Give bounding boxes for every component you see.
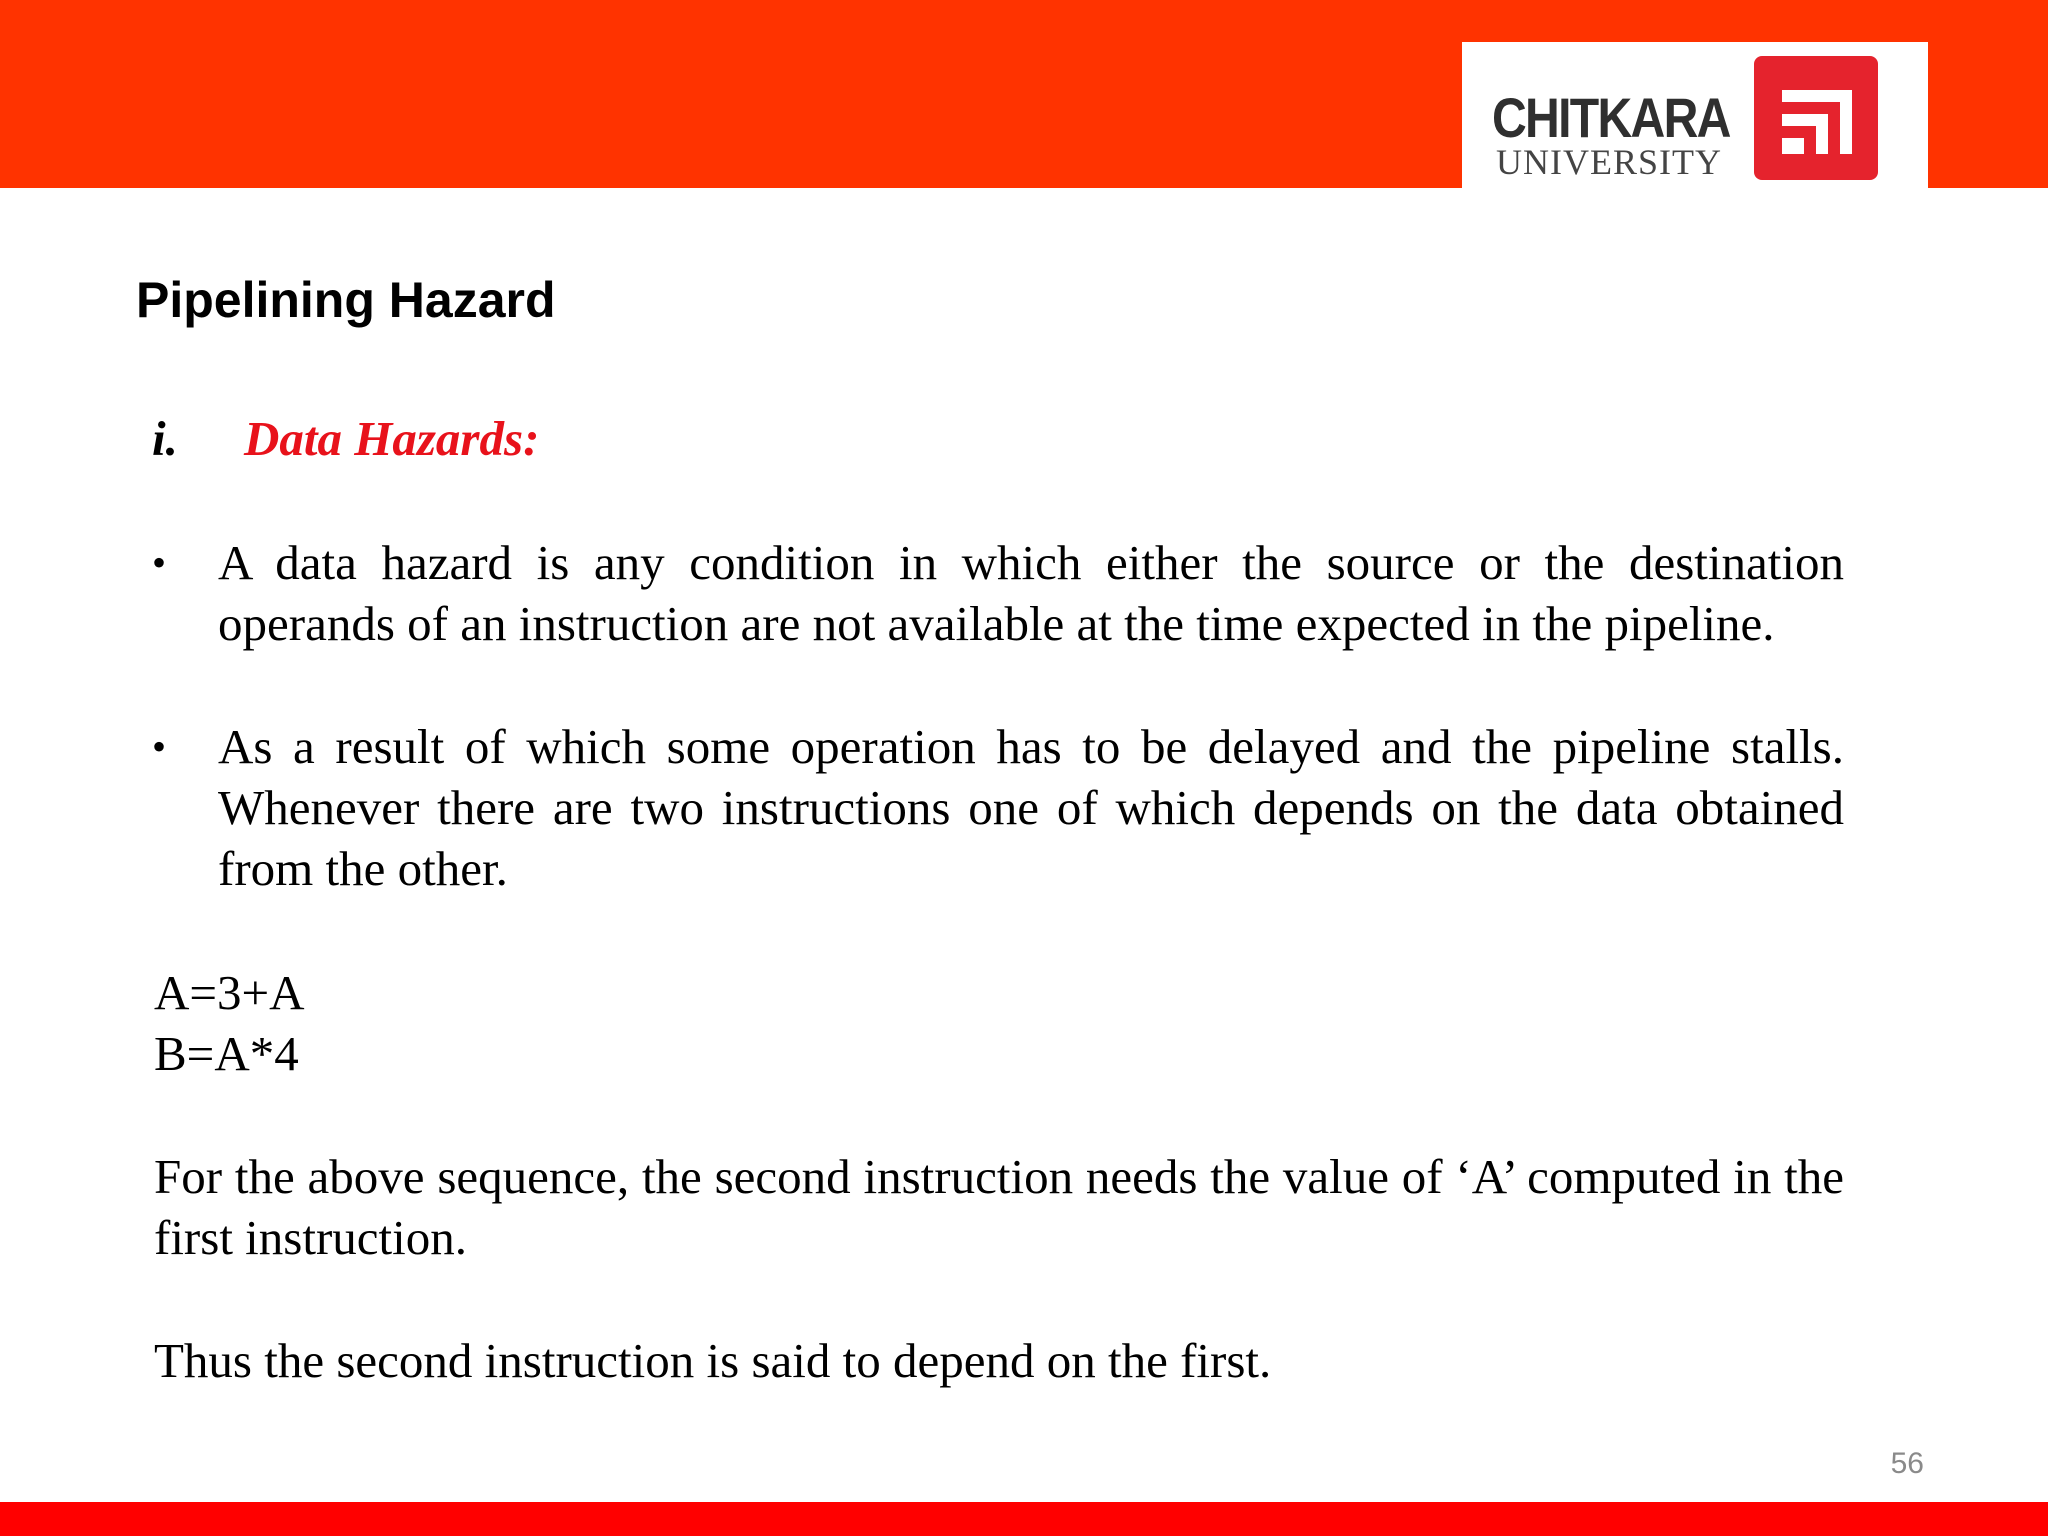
paragraph: Thus the second instruction is said to depend on the first. [154, 1333, 1272, 1388]
bullet-item: A data hazard is any condition in which either the source or the destination operands of an instruction are not available at the time expected in the pipeline. [218, 535, 1844, 651]
university-logo [1462, 42, 1928, 188]
slide-title: Pipelining Hazard [136, 272, 556, 328]
paragraph: For the above sequence, the second instruction needs the value of ‘A’ computed in the first instruction. [154, 1149, 1844, 1265]
logo-subtitle: UNIVERSITY [1496, 142, 1722, 182]
code-line: A=3+A [154, 965, 305, 1020]
page-number: 56 [1890, 1447, 1924, 1480]
bullet-item: As a result of which some operation has to be delayed and the pipeline stalls. Whenever there are two instructions one of which depends on the data obtained from the other. [218, 719, 1844, 896]
logo-mark-icon [1752, 54, 1880, 182]
bullet-icon: • [152, 540, 167, 585]
footer-bar [0, 1502, 2048, 1536]
logo-name: CHITKARA [1492, 86, 1730, 149]
code-line: B=A*4 [154, 1026, 299, 1081]
section-title: Data Hazards: [244, 411, 540, 466]
bullet-icon: • [152, 724, 167, 769]
section-number: i. [152, 411, 178, 466]
